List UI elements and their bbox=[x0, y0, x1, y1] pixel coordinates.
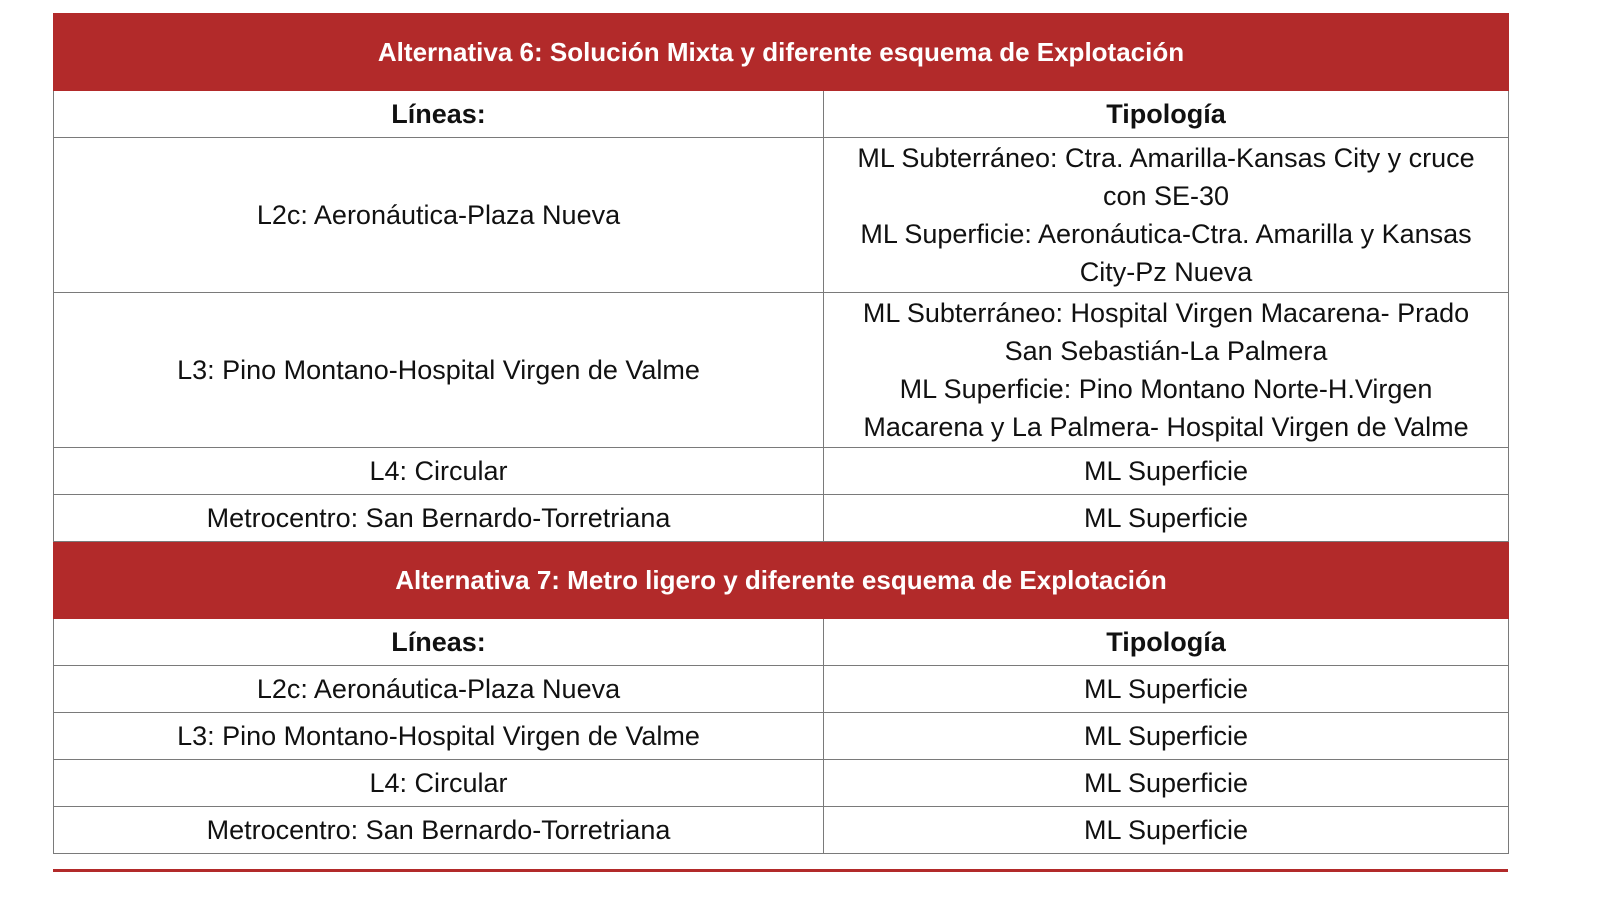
typology-line: San Sebastián-La Palmera bbox=[1004, 336, 1328, 366]
table-row bbox=[54, 293, 1509, 448]
column-header-typology: Tipología bbox=[824, 619, 1509, 666]
typology-line: City-Pz Nueva bbox=[1079, 257, 1253, 287]
typology-line: ML Subterráneo: Ctra. Amarilla-Kansas City y cruce bbox=[857, 143, 1475, 173]
typology-line: Macarena y La Palmera- Hospital Virgen de Valme bbox=[863, 412, 1469, 442]
typology-line: ML Superficie: Aeronáutica-Ctra. Amarilla y Kansas bbox=[860, 219, 1472, 249]
typology-cell: ML Superficie bbox=[824, 713, 1509, 760]
column-header-row bbox=[54, 91, 1509, 138]
typology-cell: ML Superficie bbox=[824, 807, 1509, 854]
table-row bbox=[54, 713, 1509, 760]
typology-cell: ML Superficie bbox=[824, 760, 1509, 807]
line-cell: L3: Pino Montano-Hospital Virgen de Valme bbox=[54, 713, 824, 760]
section-header-alternativa-6 bbox=[54, 14, 1509, 91]
typology-line: ML Superficie: Pino Montano Norte-H.Virgen bbox=[899, 374, 1433, 404]
typology-cell bbox=[824, 293, 1509, 448]
bottom-rule bbox=[53, 869, 1508, 872]
line-cell: L2c: Aeronáutica-Plaza Nueva bbox=[54, 138, 824, 293]
line-cell: Metrocentro: San Bernardo-Torretriana bbox=[54, 495, 824, 542]
table-row bbox=[54, 495, 1509, 542]
typology-cell: ML Superficie bbox=[824, 448, 1509, 495]
section-title: Alternativa 6: Solución Mixta y diferente esquema de Explotación bbox=[54, 14, 1509, 91]
column-header-lines: Líneas: bbox=[54, 91, 824, 138]
section-title: Alternativa 7: Metro ligero y diferente esquema de Explotación bbox=[54, 542, 1509, 619]
typology-cell bbox=[824, 138, 1509, 293]
table-row bbox=[54, 448, 1509, 495]
column-header-lines: Líneas: bbox=[54, 619, 824, 666]
column-header-typology: Tipología bbox=[824, 91, 1509, 138]
table-row bbox=[54, 760, 1509, 807]
section-header-alternativa-7 bbox=[54, 542, 1509, 619]
line-cell: Metrocentro: San Bernardo-Torretriana bbox=[54, 807, 824, 854]
line-cell: L4: Circular bbox=[54, 448, 824, 495]
table-row bbox=[54, 666, 1509, 713]
line-cell: L3: Pino Montano-Hospital Virgen de Valme bbox=[54, 293, 824, 448]
typology-cell: ML Superficie bbox=[824, 666, 1509, 713]
typology-cell: ML Superficie bbox=[824, 495, 1509, 542]
typology-line: con SE-30 bbox=[1102, 181, 1230, 211]
line-cell: L4: Circular bbox=[54, 760, 824, 807]
line-cell: L2c: Aeronáutica-Plaza Nueva bbox=[54, 666, 824, 713]
alternatives-table bbox=[53, 13, 1509, 854]
column-header-row bbox=[54, 619, 1509, 666]
table-row bbox=[54, 138, 1509, 293]
typology-line: ML Subterráneo: Hospital Virgen Macarena- Prado bbox=[862, 298, 1470, 328]
table-row bbox=[54, 807, 1509, 854]
